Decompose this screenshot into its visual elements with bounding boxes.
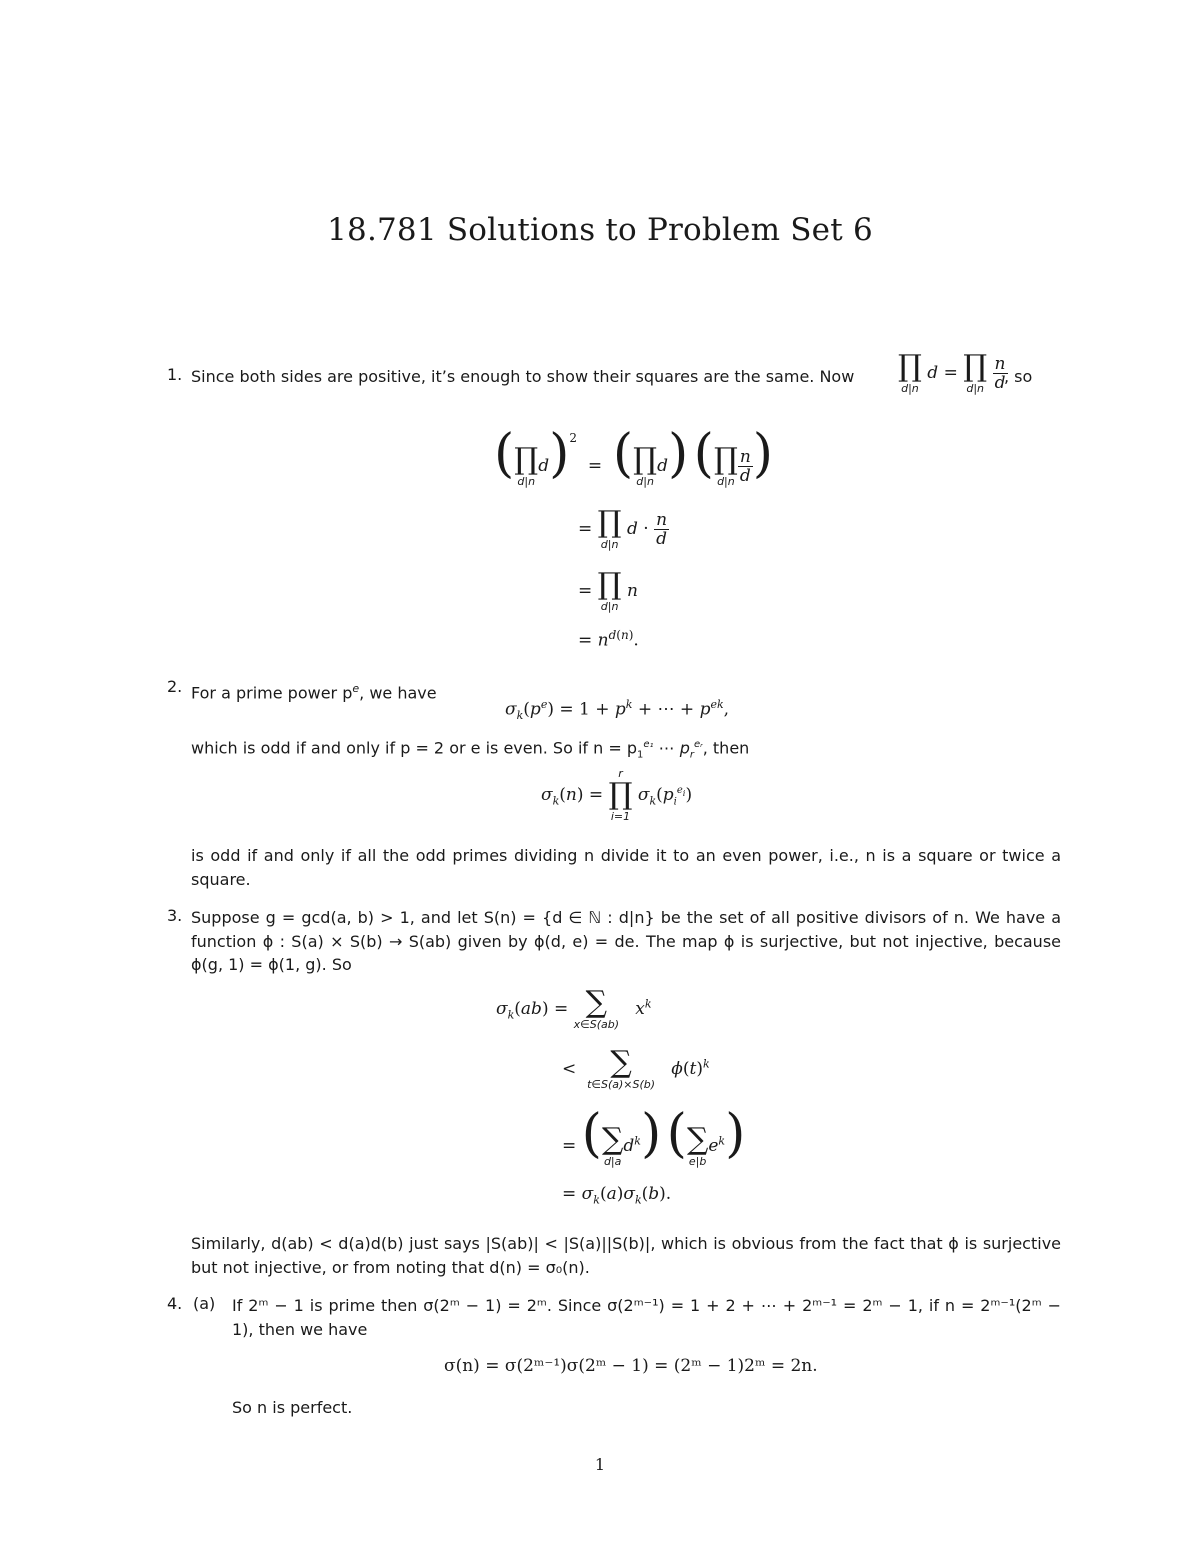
problem-3-equation-line-3: = ( ∑ d|a $d^k$) ( ∑ e|b $e^k$)	[562, 1104, 746, 1168]
problem-1-intro: Since both sides are positive, it’s enough to show their squares are the same. Now	[191, 367, 855, 386]
problem-1-equation-line-1: ( ∏ d|n d)$^2$ = ( ∏ d|n d) ( ∏ d|n $\frac{n}{d}$ )	[494, 424, 774, 488]
page-number: 1	[594, 1455, 606, 1474]
problem-4a-equation: σ(n) = σ(2ᵐ⁻¹)σ(2ᵐ − 1) = (2ᵐ − 1)2ᵐ = 2n.	[444, 1356, 818, 1376]
problem-4-number: 4.	[167, 1294, 183, 1313]
problem-1-number: 1.	[167, 365, 183, 384]
problem-4-part-a: (a)	[193, 1294, 216, 1313]
problem-2-number: 2.	[167, 677, 183, 696]
problem-1-equation-line-3: = ∏ d|n n	[578, 567, 638, 613]
problem-1-intro-end: , so	[1004, 367, 1033, 386]
problem-3-equation-line-4: = $\sigma_k(a)\sigma_k(b)$.	[562, 1184, 672, 1207]
problem-3-equation-line-1: $\sigma_k(ab)$ = ∑ x∈S(ab) $x^k$	[496, 985, 652, 1031]
problem-2-middle-text: which is odd if and only if p = 2 or e is even. So if $n = p_1^{e_1}$ ⋯ $p_r^{eᵣ}$, then	[191, 738, 750, 761]
problem-3-number: 3.	[167, 906, 183, 925]
problem-1-equation-line-2: = ∏ d|n d · $\frac{n}{d}$	[578, 505, 668, 551]
problem-2-intro: For a prime power $p^e$, we have	[191, 682, 437, 703]
problem-4a-conclusion: So n is perfect.	[232, 1398, 353, 1417]
problem-3-conclusion: Similarly, d(ab) < d(a)d(b) just says |S(ab)| < |S(a)||S(b)|, which is obvious from the fact that ϕ is surjective but not injective, or from noting that d(n) = σ₀(n).	[191, 1234, 1061, 1277]
problem-2-equation-2: $\sigma_k(n)$ = r ∏ i=1 $\sigma_k(p_i^{e_i})$	[541, 767, 693, 823]
problem-3-intro: Suppose g = gcd(a, b) > 1, and let S(n) = {d ∈ ℕ : d|n} be the set of all positive divisors of n. We have a function ϕ : S(a) × S(b) → S(ab) given by ϕ(d, e) = de. The map ϕ is surjective, but not injective, because ϕ(g, 1) = ϕ(1, g). So	[191, 908, 1061, 974]
problem-1-inline-math: ∏ d|n d = ∏ d|n $\frac{n}{d}$	[898, 349, 1006, 395]
problem-3-equation-line-2: < ∑ t∈S(a)×S(b) $\phi(t)^k$	[562, 1045, 710, 1091]
problem-2-conclusion: is odd if and only if all the odd primes dividing n divide it to an even power, i.e., n is a square or twice a square.	[191, 846, 1061, 889]
problem-4a-intro: If 2ᵐ − 1 is prime then σ(2ᵐ − 1) = 2ᵐ. Since σ(2ᵐ⁻¹) = 1 + 2 + ⋯ + 2ᵐ⁻¹ = 2ᵐ − 1, if n = 2ᵐ⁻¹(2ᵐ − 1), then we have	[232, 1296, 1061, 1339]
problem-1-equation-line-4: = $n^{d(n)}$.	[578, 628, 639, 651]
page-title: 18.781 Solutions to Problem Set 6	[327, 212, 873, 248]
problem-2-equation-1: $\sigma_k(p^e) = 1 + p^k$ + ⋯ + $p^{ek}$,	[505, 698, 730, 723]
